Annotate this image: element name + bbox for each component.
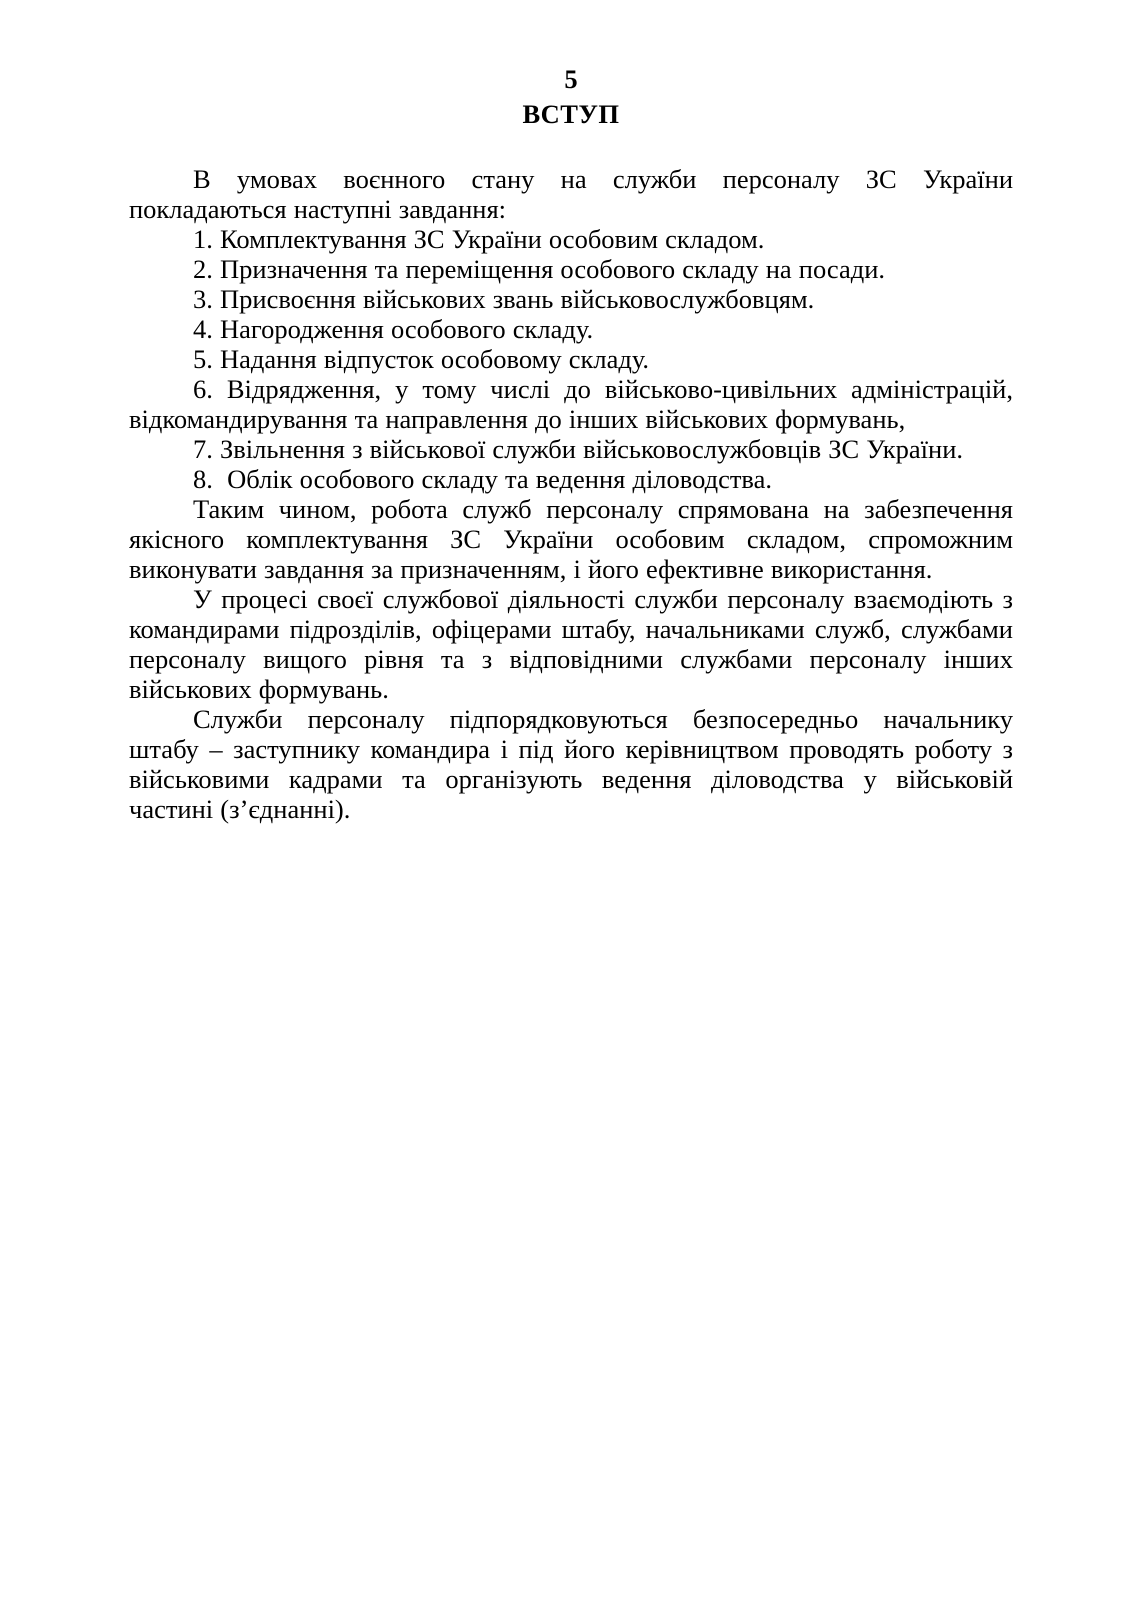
document-body — [129, 164, 1021, 824]
paragraph: 2. Призначення та переміщення особового складу на посади. — [193, 254, 886, 284]
paragraph: В умовах воєнного стану на служби персоналу ЗС України покладаються наступні завдання: — [129, 164, 1021, 224]
document-title: ВСТУП — [522, 99, 620, 129]
page-number: 5 — [564, 64, 578, 94]
paragraph: 4. Нагородження особового складу. — [193, 314, 594, 344]
paragraph: У процесі своєї службової діяльності служби персоналу взаємодіють з командирами підрозділів, офіцерами штабу, начальниками служб, службами персоналу вищого рівня та з відповідними службами персоналу інших військових формувань. — [129, 584, 1021, 704]
paragraph: 6. Відрядження, у тому числі до військово-цивільних адміністрацій, відкомандирування та направлення до інших військових формувань, — [129, 374, 1021, 434]
paragraph: 7. Звільнення з військової служби військовослужбовців ЗС України. — [193, 434, 964, 464]
paragraph: 8. Облік особового складу та ведення діловодства. — [193, 464, 772, 494]
paragraph: 3. Присвоєння військових звань військовослужбовцям. — [193, 284, 815, 314]
paragraph: 5. Надання відпусток особовому складу. — [193, 344, 650, 374]
paragraph: Служби персоналу підпорядковуються безпосередньо начальнику штабу – заступнику командира і під його керівництвом проводять роботу з військовими кадрами та організують ведення діловодства у військовій частині (з’єднанні). — [129, 704, 1021, 824]
paragraph: 1. Комплектування ЗС України особовим складом. — [193, 224, 765, 254]
paragraph: Таким чином, робота служб персоналу спрямована на забезпечення якісного комплектування ЗС України особовим складом, спроможним виконувати завдання за призначенням, і його ефективне використання. — [129, 494, 1021, 584]
